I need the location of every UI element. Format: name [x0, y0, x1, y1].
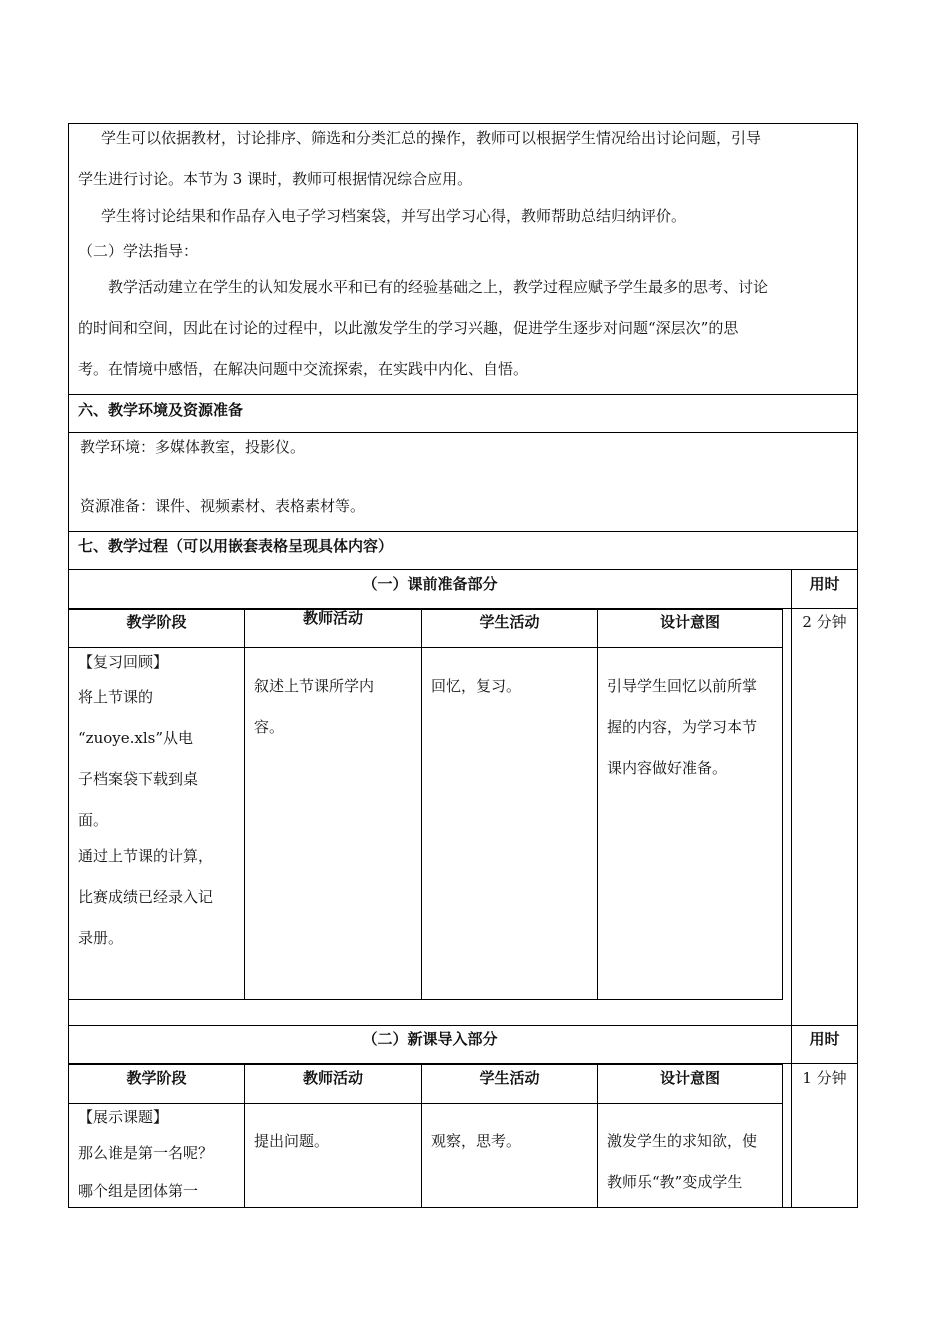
part1-nested-header-divider [68, 647, 783, 648]
part1-nested-table [68, 609, 783, 1000]
part2-col-teacher: 教师活动 [302, 1069, 363, 1087]
part1-time-header: 用时 [809, 575, 840, 593]
part2-top-divider [68, 1025, 858, 1026]
part2-intent-line: 激发学生的求知欲，使 [607, 1132, 758, 1150]
divider-after-section7-heading [68, 569, 858, 570]
part1-stage-line: 录册。 [78, 929, 124, 947]
part1-nested-col1-divider [244, 609, 245, 1000]
para3-line1: 教学活动建立在学生的认知发展水平和已有的经验基础之上，教学过程应赋予学生最多的思考、讨论 [108, 278, 769, 296]
divider-after-section6-heading [68, 432, 858, 433]
heading-xuefa: （二）学法指导： [78, 242, 199, 260]
part1-col-teacher: 教师活动 [302, 609, 363, 627]
part1-col-intent: 设计意图 [659, 613, 720, 631]
para3-line3: 考。在情境中感悟，在解决问题中交流探索，在实践中内化、自悟。 [78, 360, 529, 378]
part1-stage-line: “zuoye.xls”从电 [78, 729, 194, 747]
section6-env: 教学环境：多媒体教室，投影仪。 [80, 438, 306, 456]
part1-stage-line: 通过上节课的计算， [78, 847, 214, 865]
part1-teacher-line: 叙述上节课所学内 [254, 677, 375, 695]
part1-stage-line: 比赛成绩已经录入记 [78, 888, 214, 906]
part1-col-stage: 教学阶段 [126, 613, 187, 631]
outer-right-border [857, 123, 858, 1208]
part1-nested-col3-divider [597, 609, 598, 1000]
part2-title: （二）新课导入部分 [362, 1030, 498, 1048]
part2-intent-line: 教师乐“教”变成学生 [607, 1173, 743, 1191]
part1-title: （一）课前准备部分 [362, 575, 498, 593]
part2-nested-top [68, 1064, 783, 1065]
part2-student-line: 观察，思考。 [431, 1132, 522, 1150]
part2-stage-line: 【展示课题】 [78, 1108, 169, 1126]
part1-stage-line: 子档案袋下载到桌 [78, 770, 199, 788]
para1-line1: 学生可以依据教材，讨论排序、筛选和分类汇总的操作，教师可以根据学生情况给出讨论问题，引导 [101, 129, 762, 147]
outer-bottom-border [68, 1207, 858, 1208]
part2-time-header: 用时 [809, 1030, 840, 1048]
part1-nested-col2-divider [421, 609, 422, 1000]
part2-stage-line: 哪个组是团体第一 [78, 1182, 199, 1200]
part1-stage-line: 面。 [78, 811, 109, 829]
divider-before-section7 [68, 531, 858, 532]
part1-intent-line: 课内容做好准备。 [607, 759, 728, 777]
part1-intent-line: 握的内容，为学习本节 [607, 718, 758, 736]
part1-stage-line: 【复习回顾】 [78, 653, 169, 671]
part2-nested-right [782, 1064, 783, 1208]
divider-before-section6 [68, 394, 858, 395]
part1-student-line: 回忆，复习。 [431, 677, 522, 695]
part1-stage-line: 将上节课的 [78, 688, 154, 706]
section6-heading: 六、教学环境及资源准备 [78, 401, 244, 419]
part1-teacher-line: 容。 [254, 718, 285, 736]
part2-col-stage: 教学阶段 [126, 1069, 187, 1087]
part1-col-student: 学生活动 [479, 613, 540, 631]
part2-col-student: 学生活动 [479, 1069, 540, 1087]
section6-resources: 资源准备：课件、视频素材、表格素材等。 [80, 497, 366, 515]
para3-line2: 的时间和空间，因此在讨论的过程中，以此激发学生的学习兴趣，促进学生逐步对问题“深层次”的思 [78, 319, 739, 337]
part2-stage-line: 那么谁是第一名呢？ [78, 1144, 214, 1162]
part2-teacher-line: 提出问题。 [254, 1132, 330, 1150]
part1-intent-line: 引导学生回忆以前所掌 [607, 677, 758, 695]
outer-top-border [68, 123, 858, 124]
part2-time-value: 1 分钟 [802, 1069, 847, 1087]
section7-heading: 七、教学过程（可以用嵌套表格呈现具体内容） [78, 537, 394, 555]
para1-line2: 学生进行讨论。本节为 3 课时，教师可根据情况综合应用。 [78, 170, 473, 188]
part2-nested-header-divider [68, 1103, 783, 1104]
para2: 学生将讨论结果和作品存入电子学习档案袋，并写出学习心得，教师帮助总结归纳评价。 [101, 207, 687, 225]
time-column-divider [791, 569, 792, 1208]
part1-time-value: 2 分钟 [802, 613, 847, 631]
part2-col-intent: 设计意图 [659, 1069, 720, 1087]
